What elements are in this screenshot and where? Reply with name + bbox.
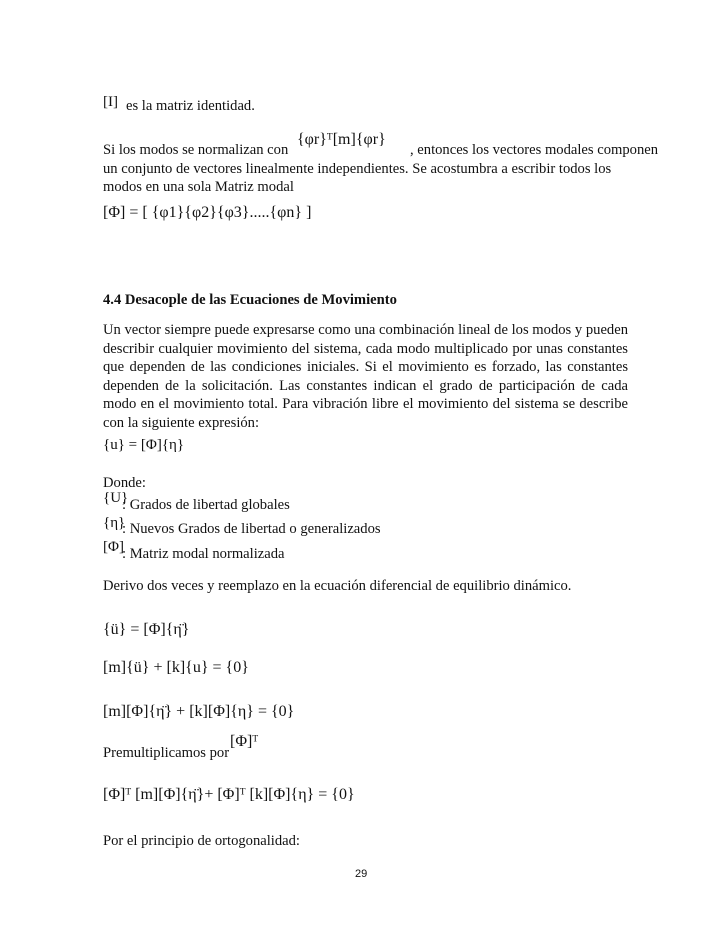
equation-u-double-dot: {ü} = [Φ]{η̈} <box>103 621 190 638</box>
definition-text: : Matriz modal normalizada <box>122 546 285 562</box>
modal-matrix-equation: [Φ] = [ {φ1}{φ2}{φ3}.....{φn} ] <box>103 204 312 221</box>
equation-premultiplied: [Φ]ᵀ [m][Φ]{η̈}+ [Φ]ᵀ [k][Φ]{η} = {0} <box>103 786 355 803</box>
normalize-line-3: modos en una sola Matriz modal <box>103 179 294 195</box>
identity-text: es la matriz identidad. <box>126 98 255 114</box>
premult-symbol: [Φ]ᵀ <box>230 733 259 750</box>
section-heading: 4.4 Desacople de las Ecuaciones de Movimiento <box>103 292 397 308</box>
premult-text: Premultiplicamos por <box>103 745 230 761</box>
vector-paragraph: Un vector siempre puede expresarse como una combinación lineal de los modos y pueden describir cualquier movimiento del sistema, cada modo multiplicado por unas constantes que dependen de las condiciones iniciales. Si el movimiento es forzado, las constantes dependen de la solicitación. Las constantes indican el grado de participación de cada modo en el movimiento total. Para vibración libre el movimiento del sistema se describe con la siguiente expresión: <box>103 322 628 431</box>
definition-symbol: {η} <box>103 515 126 531</box>
normalize-formula: {φr}ᵀ[m]{φr} <box>297 131 386 148</box>
definition-symbol: {U} <box>103 490 129 506</box>
equation-motion-modal: [m][Φ]{η̈} + [k][Φ]{η} = {0} <box>103 703 295 720</box>
page-number: 29 <box>355 868 368 880</box>
donde-label: Donde: <box>103 475 146 491</box>
definition-symbol: [Φ] <box>103 539 124 555</box>
definition-text: : Nuevos Grados de libertad o generalizados <box>122 521 381 537</box>
normalize-line-2: un conjunto de vectores linealmente independientes. Se acostumbra a escribir todos los <box>103 161 612 177</box>
derivo-text: Derivo dos veces y reemplazo en la ecuación diferencial de equilibrio dinámico. <box>103 578 572 594</box>
definition-text: : Grados de libertad globales <box>122 497 290 513</box>
normalize-text-tail: , entonces los vectores modales componen <box>410 142 659 158</box>
identity-symbol: [I] <box>103 94 118 110</box>
equation-u: {u} = [Φ]{η} <box>103 437 185 453</box>
ortho-text: Por el principio de ortogonalidad: <box>103 833 300 849</box>
equation-motion: [m]{ü} + [k]{u} = {0} <box>103 659 249 676</box>
normalize-text-lead: Si los modos se normalizan con <box>103 142 289 158</box>
